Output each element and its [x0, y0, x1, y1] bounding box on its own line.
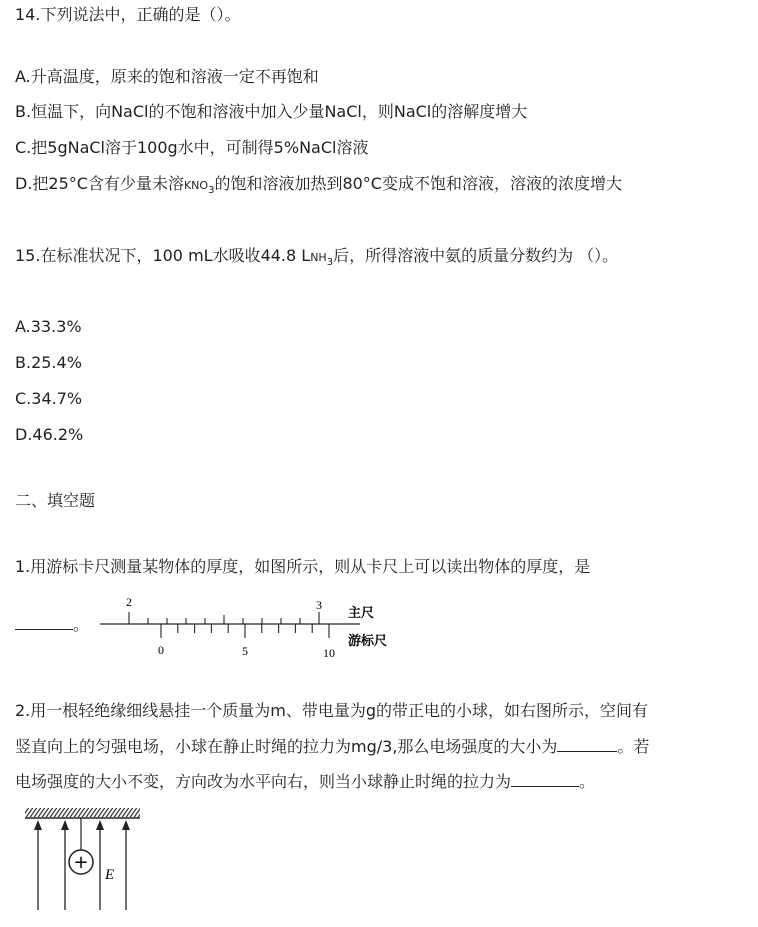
f1-end: 。 [73, 615, 90, 634]
f1-text: 1.用游标卡尺测量某物体的厚度，如图所示，则从卡尺上可以读出物体的厚度，是 [15, 557, 591, 576]
section-title: 二、填空题 [15, 491, 96, 510]
f2-line2 [15, 736, 649, 758]
q15-option-b: B.25.4% [15, 353, 82, 372]
q14-option-d-pre: D.把25°C含有少量未溶 [15, 174, 184, 193]
f2-line3-post: 。 [579, 772, 596, 791]
q14-option-b: B.恒温下，向NaCl的不饱和溶液中加入少量NaCl，则NaCl的溶解度增大 [15, 102, 528, 121]
q15-option-d: D.46.2% [15, 425, 84, 444]
f2-line1: 2.用一根轻绝缘细线悬挂一个质量为m、带电量为g的带正电的小球，如右图所示，空间有 [15, 701, 649, 720]
ceiling-hatch [25, 808, 140, 817]
q15-option-a: A.33.3% [15, 317, 82, 336]
q14-stem: 14.下列说法中，正确的是（）。 [15, 5, 241, 24]
main-scale-name: 主尺 [348, 606, 375, 621]
f2-line3 [15, 771, 595, 793]
f2-line2-pre: 竖直向上的匀强电场，小球在静止时绳的拉力为mg/3,那么电场强度的大小为 [15, 737, 558, 756]
q15-stem-subscript: 3 [326, 257, 334, 268]
q15-stem-formula: NH [310, 251, 327, 264]
q15-stem-post: 后，所得溶液中氨的质量分数约为 （）。 [333, 246, 619, 265]
q14-option-d [15, 173, 622, 198]
f1-blank [15, 629, 73, 630]
vernier-label-5: 5 [242, 644, 248, 658]
vernier-label-10: 10 [323, 646, 335, 660]
vernier-label-0: 0 [158, 643, 164, 657]
field-arrowhead [61, 820, 69, 830]
q14-option-d-formula: KNO [183, 179, 209, 192]
f2-line2-post: 。若 [617, 737, 650, 756]
electric-field-figure [20, 806, 145, 914]
field-arrowhead [34, 820, 42, 830]
vernier-scale-ticks [161, 624, 329, 638]
main-scale-ticks [129, 612, 319, 624]
q14-option-c: C.把5gNaCl溶于100g水中，可制得5%NaCl溶液 [15, 138, 369, 157]
q15-stem [15, 245, 618, 270]
q14-option-a: A.升高温度，原来的饱和溶液一定不再饱和 [15, 67, 319, 86]
field-arrowhead [122, 820, 130, 830]
f2-blank-2 [511, 786, 579, 787]
main-label-3: 3 [316, 598, 322, 612]
q15-stem-pre: 15.在标准状况下，100 mL水吸收44.8 L [15, 246, 311, 265]
vernier-scale-name: 游标尺 [348, 634, 388, 649]
field-label: E [105, 867, 115, 883]
main-label-2: 2 [126, 595, 132, 609]
q14-option-d-subscript: 3 [208, 185, 215, 196]
charge-sign: + [73, 852, 89, 873]
f2-blank-1 [557, 751, 617, 752]
field-arrowhead [96, 820, 104, 830]
vernier-caliper-figure [98, 592, 398, 662]
f1-answer-line [15, 614, 89, 636]
f2-line3-pre: 电场强度的大小不变，方向改为水平向右，则当小球静止时绳的拉力为 [15, 772, 512, 791]
q15-option-c: C.34.7% [15, 389, 83, 408]
q14-option-d-post: 的饱和溶液加热到80°C变成不饱和溶液，溶液的浓度增大 [214, 174, 622, 193]
